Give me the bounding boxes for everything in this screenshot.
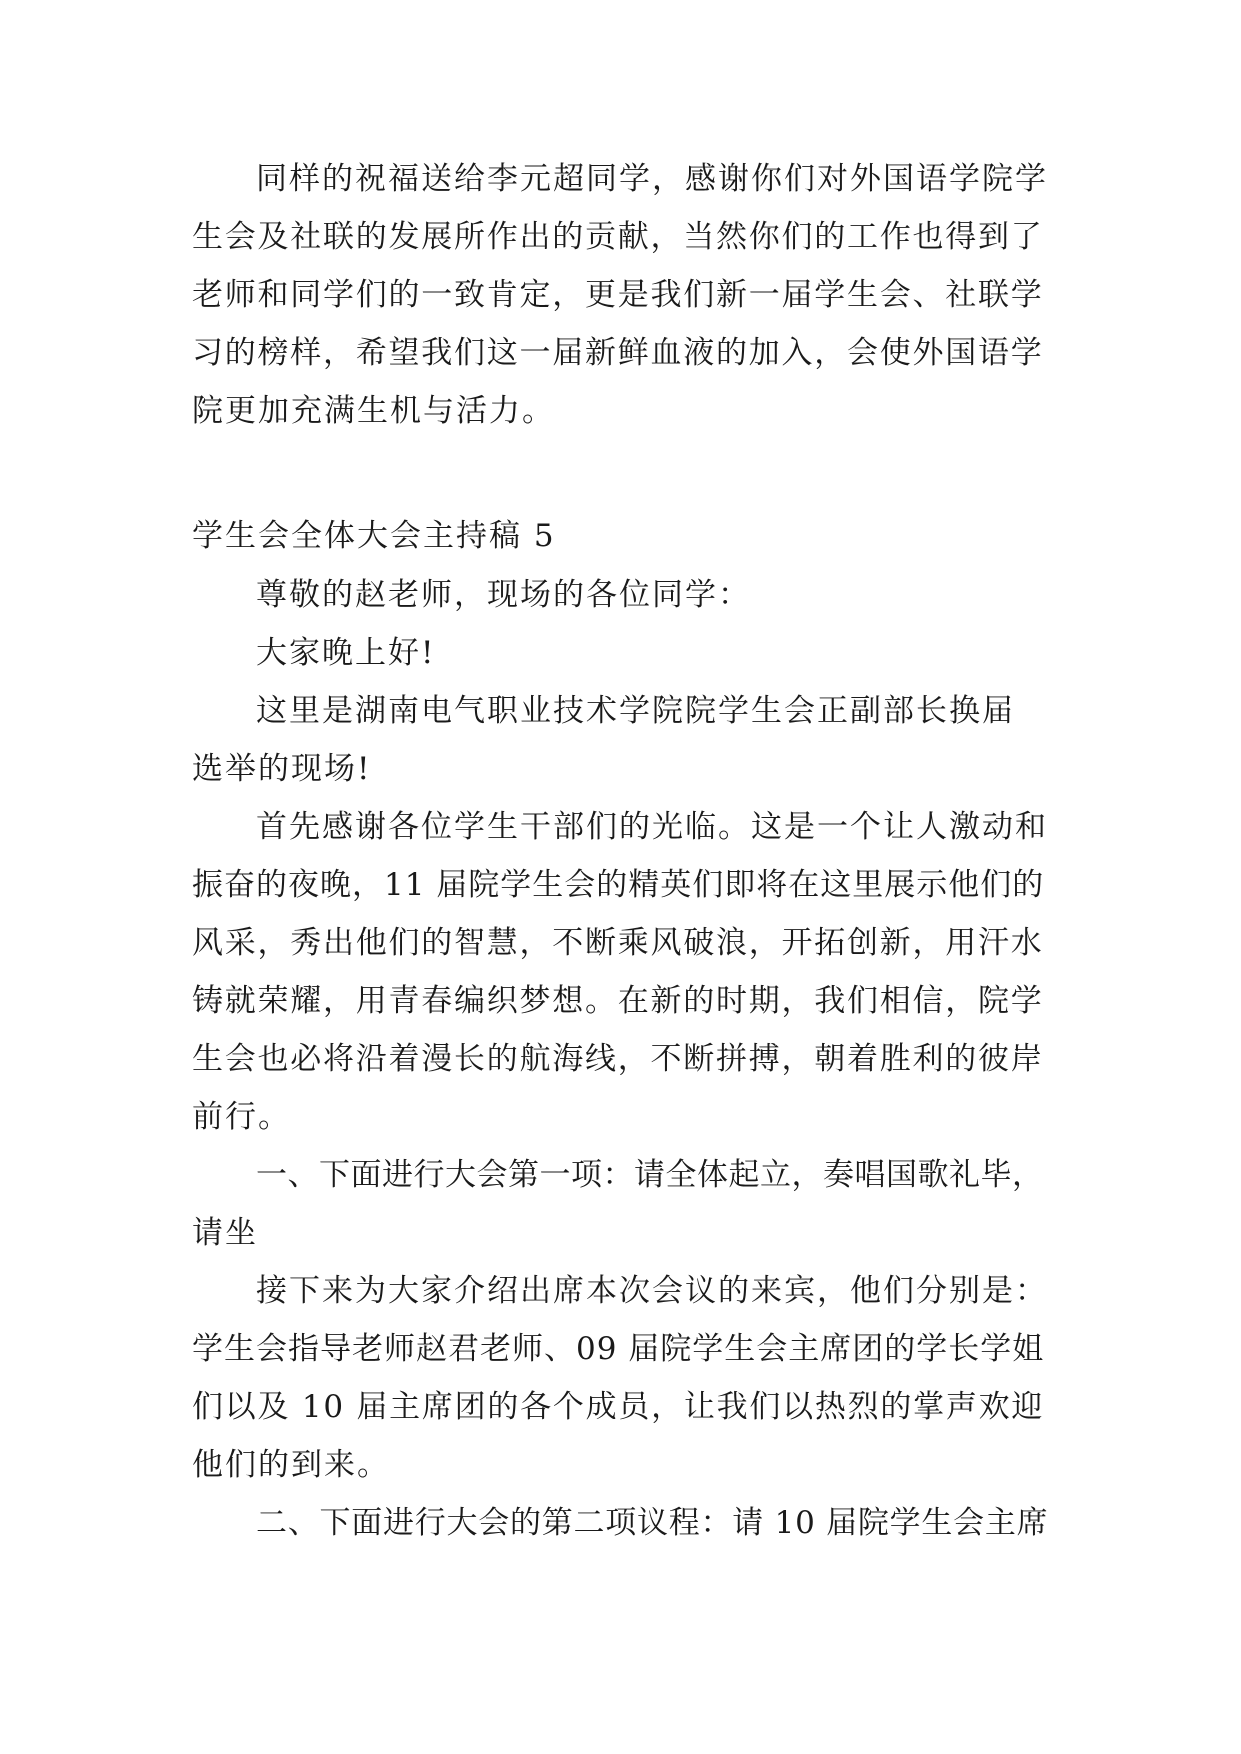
text-line: 振奋的夜晚，11 届院学生会的精英们即将在这里展示他们的 (192, 867, 1045, 903)
text-line: 风采，秀出他们的智慧，不断乘风破浪，开拓创新，用汗水 (192, 925, 1044, 961)
text-line: 生会及社联的发展所作出的贡献，当然你们的工作也得到了 (192, 219, 1044, 255)
text-line: 一、下面进行大会第一项：请全体起立，奏唱国歌礼毕， (256, 1157, 1044, 1193)
text-line: 老师和同学们的一致肯定，更是我们新一届学生会、社联学 (192, 277, 1044, 313)
text-line: 首先感谢各位学生干部们的光临。这是一个让人激动和 (256, 809, 1048, 845)
text-line: 同样的祝福送给李元超同学，感谢你们对外国语学院学 (256, 161, 1048, 197)
text-line: 前行。 (192, 1099, 291, 1135)
section-heading: 学生会全体大会主持稿 5 (192, 518, 556, 554)
speech-body (192, 566, 1048, 1552)
text-line: 院更加充满生机与活力。 (192, 393, 555, 429)
text-line: 选举的现场! (192, 751, 372, 787)
text-line: 接下来为大家介绍出席本次会议的来宾，他们分别是： (256, 1273, 1048, 1309)
text-line: 请坐 (192, 1215, 258, 1251)
text-line: 二、下面进行大会的第二项议程：请 10 届院学生会主席 (256, 1505, 1049, 1541)
text-line: 他们的到来。 (192, 1447, 390, 1483)
text-line: 大家晚上好! (256, 635, 436, 671)
text-line: 尊敬的赵老师，现场的各位同学： (256, 577, 751, 613)
text-line: 铸就荣耀，用青春编织梦想。在新的时期，我们相信，院学 (192, 983, 1044, 1019)
text-line: 学生会指导老师赵君老师、09 届院学生会主席团的学长学姐 (192, 1331, 1045, 1367)
text-line: 们以及 10 届主席团的各个成员，让我们以热烈的掌声欢迎 (192, 1389, 1045, 1425)
text-line: 习的榜样，希望我们这一届新鲜血液的加入，会使外国语学 (192, 335, 1044, 371)
text-line: 这里是湖南电气职业技术学院院学生会正副部长换届 (256, 693, 1015, 729)
text-line: 生会也必将沿着漫长的航海线，不断拼搏，朝着胜利的彼岸 (192, 1041, 1044, 1077)
paragraph-blessing (192, 150, 1048, 440)
